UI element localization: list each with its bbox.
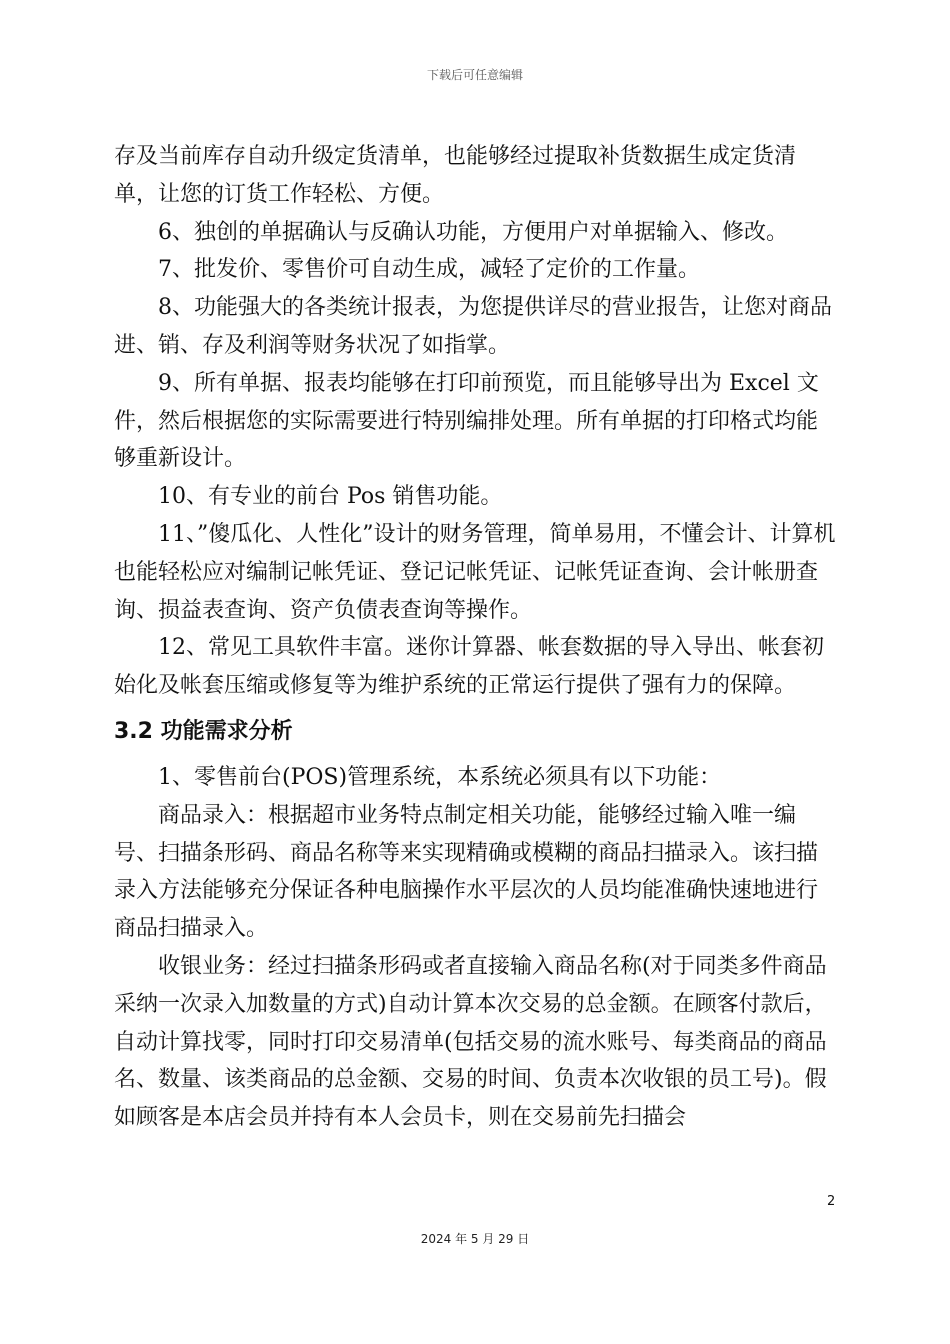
paragraph: 收银业务：经过扫描条形码或者直接输入商品名称(对于同类多件商品采纳一次录入加数量的方式)自动计算本次交易的总金额。在顾客付款后，自动计算找零，同时打印交易清单(包括交易的流水账号、每类商品的商品名、数量、该类商品的总金额、交易的时间、负责本次收银的员工号)。假如顾客是本店会员并持有本人会员卡，则在交易前先扫描会 — [114, 953, 827, 1131]
paragraph: 存及当前库存自动升级定货清单，也能够经过提取补货数据生成定货清单，让您的订货工作轻松、方便。 — [114, 144, 797, 207]
paragraph: 6、独创的单据确认与反确认功能，方便用户对单据输入、修改。 — [158, 219, 788, 245]
paragraph: 1、零售前台(POS)管理系统，本系统必须具有以下功能： — [158, 764, 722, 790]
section-heading: 3.2 功能需求分析 — [114, 718, 293, 744]
paragraph: 7、批发价、零售价可自动生成，减轻了定价的工作量。 — [158, 257, 700, 283]
page-number: 2 — [827, 1194, 836, 1209]
document-body — [114, 138, 838, 1137]
paragraph: 9、所有单据、报表均能够在打印前预览，而且能够导出为 Excel 文件，然后根据您的实际需要进行特别编排处理。所有单据的打印格式均能够重新设计。 — [114, 370, 819, 472]
page-header: 下载后可任意编辑 — [426, 68, 523, 82]
paragraph: 商品录入：根据超市业务特点制定相关功能，能够经过输入唯一编号、扫描条形码、商品名称等来实现精确或模糊的商品扫描录入。该扫描录入方法能够充分保证各种电脑操作水平层次的人员均能准确快速地进行商品扫描录入。 — [114, 802, 819, 942]
page-footer-date: 2024 年 5 月 29 日 — [420, 1232, 530, 1246]
paragraph: 12、常见工具软件丰富。迷你计算器、帐套数据的导入导出、帐套初始化及帐套压缩或修复等为维护系统的正常运行提供了强有力的保障。 — [114, 635, 824, 699]
paragraph: 10、有专业的前台 Pos 销售功能。 — [158, 484, 503, 510]
paragraph: 8、功能强大的各类统计报表，为您提供详尽的营业报告，让您对商品进、销、存及利润等财务状况了如指掌。 — [114, 295, 832, 358]
paragraph: 11、”傻瓜化、人性化”设计的财务管理，简单易用，不懂会计、计算机也能轻松应对编制记帐凭证、登记记帐凭证、记帐凭证查询、会计帐册查询、损益表查询、资产负债表查询等操作。 — [114, 521, 836, 623]
